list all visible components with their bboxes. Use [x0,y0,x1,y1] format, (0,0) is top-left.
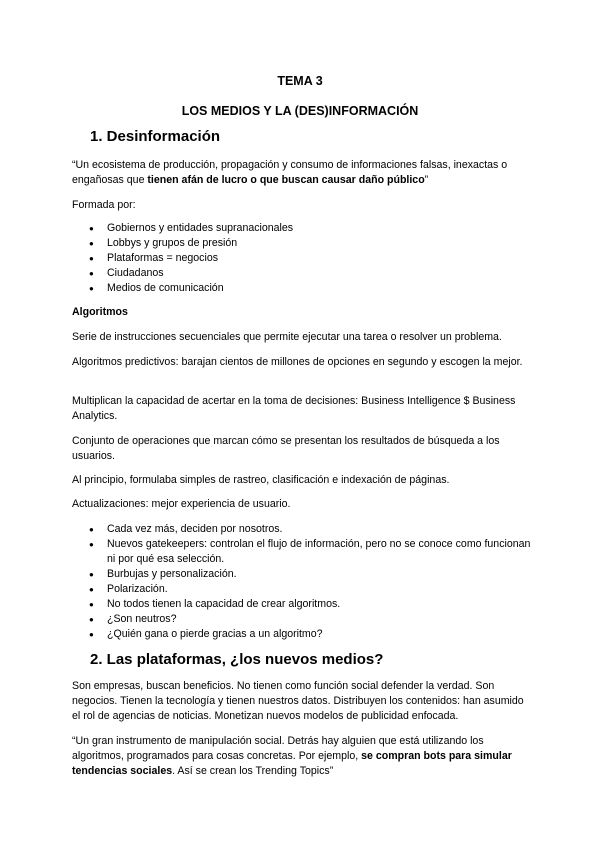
list-item: ● Cada vez más, deciden por nosotros. [72,522,537,537]
paragraph: Al principio, formulaba simples de rastreo, clasificación e indexación de páginas. [72,474,450,486]
section-2-heading: 2. Las plataformas, ¿los nuevos medios? [90,651,384,668]
list-item: ● Burbujas y personalización. [72,567,537,582]
list-item: ● Plataformas = negocios [72,251,537,266]
quote-2-pre: “Un gran instrumento de manipulación social. Detrás hay alguien que está utilizando los algoritmos, programados para cosas concretas. Por ejemplo, [72,735,484,762]
quote-1-bold: tienen afán de lucro o que buscan causar daño público [147,174,425,186]
list-item: ● Lobbys y grupos de presión [72,236,537,251]
quote-1-pre: “Un ecosistema de producción, propagación y consumo de informaciones falsas, inexactas o engañosas que [72,159,508,186]
doc-subtitle: LOS MEDIOS Y LA (DES)INFORMACIÓN [181,104,419,118]
list-item: ● Gobiernos y entidades supranacionales [72,221,537,236]
quote-1-post: ” [424,174,429,186]
formada-label: Formada por: [72,199,136,211]
list-item: ● Medios de comunicación [72,281,537,296]
paragraph: Algoritmos predictivos: barajan cientos de millones de opciones en segundo y escogen la mejor. [72,356,523,368]
algoritmos-heading: Algoritmos [72,306,128,318]
actors-list [72,221,537,296]
paragraph: Serie de instrucciones secuenciales que permite ejecutar una tarea o resolver un problema. [72,331,502,343]
quote-2-post: . Así se crean los Trending Topics” [172,765,334,777]
list-item: ● Polarización. [72,582,537,597]
doc-title: TEMA 3 [277,74,323,88]
list-item: ● No todos tienen la capacidad de crear algoritmos. [72,597,537,612]
paragraph: Actualizaciones: mejor experiencia de usuario. [72,498,291,510]
algorithm-points-list [72,522,537,642]
quote-2 [72,734,532,779]
section-1-heading: 1. Desinformación [90,128,221,145]
list-item: ● ¿Son neutros? [72,612,537,627]
list-item: ● ¿Quién gana o pierde gracias a un algoritmo? [72,627,537,642]
quote-1 [72,158,532,188]
quote-2-bold: se compran bots para simular tendencias sociales [72,750,512,777]
paragraph: Conjunto de operaciones que marcan cómo se presentan los resultados de búsqueda a los usuarios. [72,435,500,462]
list-item: ● Ciudadanos [72,266,537,281]
paragraph: Multiplican la capacidad de acertar en la toma de decisiones: Business Intelligence $ Business Analytics. [72,395,516,422]
list-item: ● Nuevos gatekeepers: controlan el flujo de información, pero no se conoce como funcionan ni por qué esa selección. [72,537,537,567]
paragraph: Son empresas, buscan beneficios. No tienen como función social defender la verdad. Son negocios. Tienen la tecnología y tienen nuestros datos. Distribuyen los contenidos: han asumido el rol de agencias de noticias. Monetizan nuevos modelos de publicidad enfocada. [72,680,524,722]
